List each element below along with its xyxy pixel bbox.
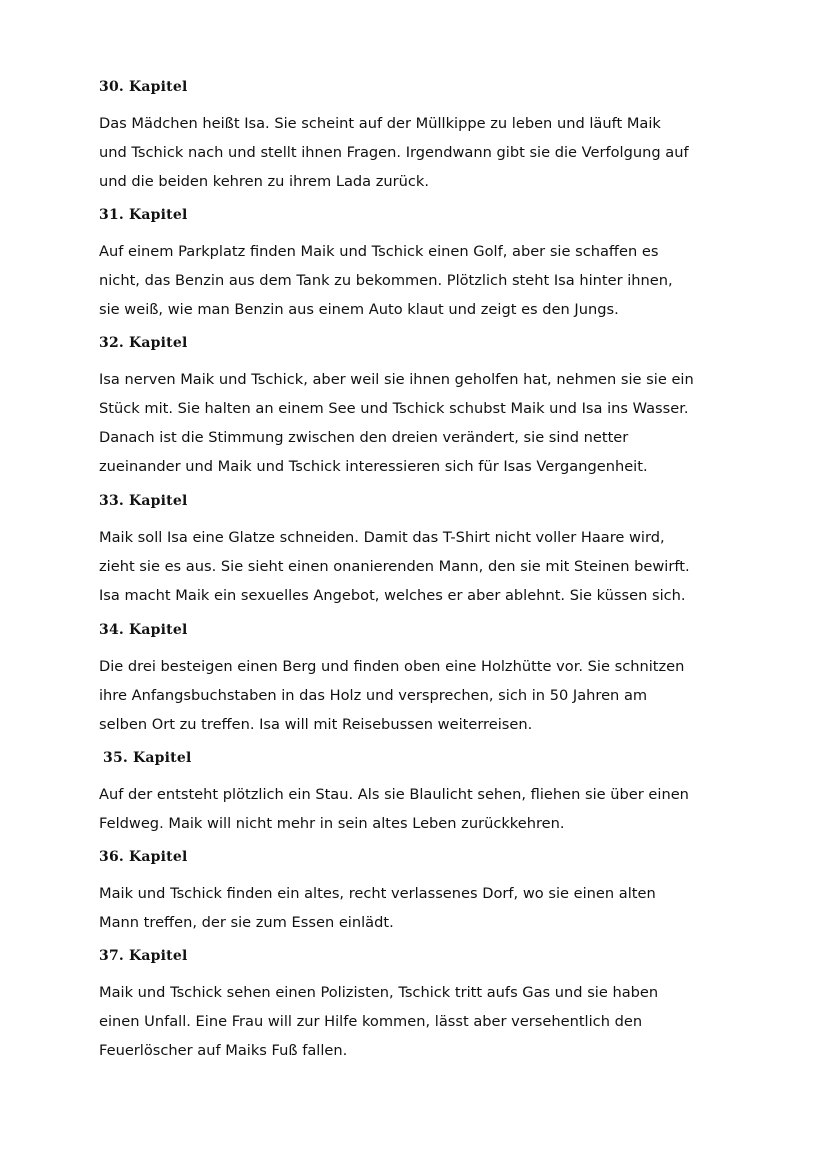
text-line: nicht, das Benzin aus dem Tank zu bekommen. Plötzlich steht Isa hinter ihnen, [99, 272, 673, 289]
text-line: Feldweg. Maik will nicht mehr in sein altes Leben zurückkehren. [99, 815, 565, 832]
text-line: Isa macht Maik ein sexuelles Angebot, welches er aber ablehnt. Sie küssen sich. [99, 587, 686, 604]
chapter-title: 34. Kapitel [99, 622, 188, 638]
chapter-title: 33. Kapitel [99, 493, 188, 509]
text-line: und die beiden kehren zu ihrem Lada zurück. [99, 173, 430, 190]
text-line: Maik und Tschick finden ein altes, recht verlassenes Dorf, wo sie einen alten [99, 885, 656, 902]
chapter-title: 37. Kapitel [99, 948, 188, 964]
chapter-37 [99, 946, 739, 1065]
text-line: selben Ort zu treffen. Isa will mit Reisebussen weiterreisen. [99, 716, 533, 733]
text-line: Das Mädchen heißt Isa. Sie scheint auf der Müllkippe zu leben und läuft Maik [99, 115, 661, 132]
text-line: Maik soll Isa eine Glatze schneiden. Damit das T-Shirt nicht voller Haare wird, [99, 529, 665, 546]
chapter-title: 35. Kapitel [103, 750, 192, 766]
text-line: und Tschick nach und stellt ihnen Fragen. Irgendwann gibt sie die Verfolgung auf [99, 144, 689, 161]
chapter-summary [99, 978, 739, 1065]
chapter-30 [99, 77, 739, 196]
text-line: Maik und Tschick sehen einen Polizisten, Tschick tritt aufs Gas und sie haben [99, 984, 659, 1001]
text-line: sie weiß, wie man Benzin aus einem Auto klaut und zeigt es den Jungs. [99, 301, 619, 318]
chapter-title: 32. Kapitel [99, 335, 188, 351]
chapter-31 [99, 205, 739, 324]
chapter-32 [99, 333, 739, 481]
chapter-35 [99, 748, 743, 838]
text-line: Auf einem Parkplatz finden Maik und Tschick einen Golf, aber sie schaffen es [99, 243, 659, 260]
chapter-summary [99, 523, 739, 610]
text-line: Danach ist die Stimmung zwischen den dreien verändert, sie sind netter [99, 429, 629, 446]
text-line: zieht sie es aus. Sie sieht einen onanierenden Mann, den sie mit Steinen bewirft. [99, 558, 690, 575]
chapter-34 [99, 620, 739, 739]
chapter-summary [99, 237, 739, 324]
text-line: Feuerlöscher auf Maiks Fuß fallen. [99, 1042, 348, 1059]
text-line: Auf der entsteht plötzlich ein Stau. Als sie Blaulicht sehen, fliehen sie über einen [99, 786, 689, 803]
text-line: ihre Anfangsbuchstaben in das Holz und versprechen, sich in 50 Jahren am [99, 687, 648, 704]
text-line: zueinander und Maik und Tschick interessieren sich für Isas Vergangenheit. [99, 458, 648, 475]
text-line: Mann treffen, der sie zum Essen einlädt. [99, 914, 394, 931]
chapter-33 [99, 491, 739, 610]
chapter-36 [99, 847, 739, 937]
chapter-title: 31. Kapitel [99, 207, 188, 223]
chapter-summary [99, 365, 739, 481]
text-line: Stück mit. Sie halten an einem See und Tschick schubst Maik und Isa ins Wasser. [99, 400, 689, 417]
chapter-summary [99, 780, 743, 838]
chapter-summary [99, 652, 739, 739]
chapter-summary [99, 109, 739, 196]
chapter-title: 36. Kapitel [99, 849, 188, 865]
chapter-title: 30. Kapitel [99, 79, 188, 95]
text-line: Die drei besteigen einen Berg und finden oben eine Holzhütte vor. Sie schnitzen [99, 658, 685, 675]
chapter-summary [99, 879, 739, 937]
text-line: einen Unfall. Eine Frau will zur Hilfe kommen, lässt aber versehentlich den [99, 1013, 643, 1030]
text-line: Isa nerven Maik und Tschick, aber weil sie ihnen geholfen hat, nehmen sie sie ein [99, 371, 694, 388]
